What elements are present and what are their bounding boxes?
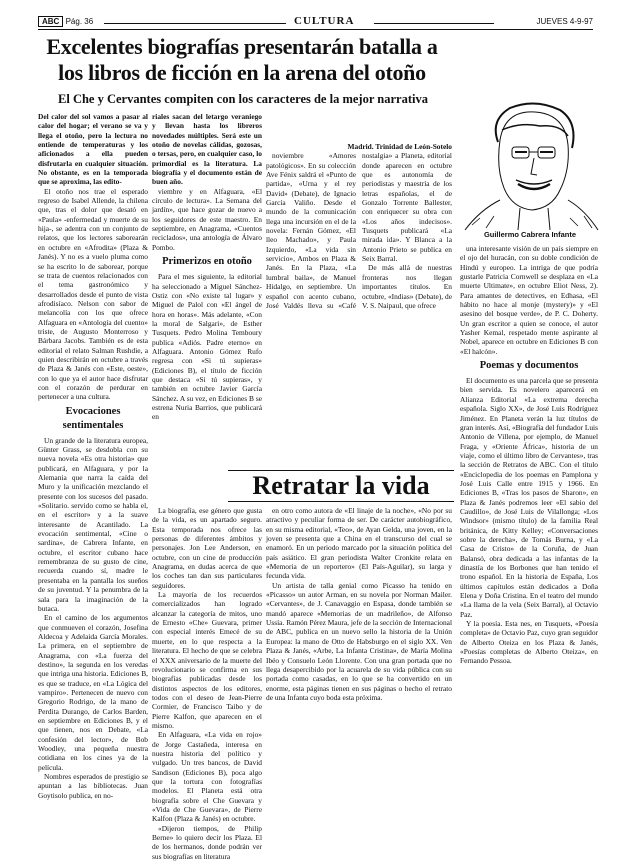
newspaper-tag: ABC (38, 16, 63, 27)
column-1 (38, 112, 148, 826)
column-4 (460, 244, 598, 826)
paragraph: De más allá de nuestras fronteras nos llegan importantes títulos. En octubre, «Indias» (Debate), de V. S. Naipaul, que ofrece (362, 263, 452, 310)
column-2-bottom (152, 506, 262, 861)
lead-paragraph-continued: riales sacan del letargo veraniego y llevan hasta los libreros novedades múltiples. Será este un otoño de novelas cálidas, gozosas, o tersas, pero, en cualquier caso, lo primordial es la literatura. La biografía y el documento están de buen año. (152, 112, 262, 187)
section-title: CULTURA (294, 15, 355, 27)
portrait-illustration (460, 100, 600, 230)
subsection-heading: Primerizos en otoño (162, 256, 252, 268)
section-header (38, 16, 593, 30)
paragraph: Un artista de talla genial como Picasso ha tenido en «Picasso» un autor Arman, en su novela por Norman Mailer. «Cervantes», de J. Canavaggio en Espasa, donde también se mandó aparece «Memorias de un madrileño», de Alfonso Ussía. Ramón Pérez Maura, jefe de la sección de Internacional de ABC, publica en un nuevo sello la historia de la Unión Europea: la mano de Otto de Habsburgo en el siglo XX. Ven Plaza & Janés, «Arbe, La Infanta Cristina», de María Molina Ibéo y Consuelo León Llorente. Con una gran portada que no llega desapercibido por la acuarela de su vida pública con su portada como casadas, en lo que se ha convertido en un enorme, esta páginas tienen en sus páginas o hecho el retrato de una Infanta cuyo boda esta próxima. (266, 580, 452, 702)
paragraph: «Dijeron tiempos, de Philip Berne» lo quiero decir los Plaza. El de los hermanos, donde podrán ver sus biografías en literatura (152, 823, 262, 861)
paragraph: Y la poesía. Esta nes, en Tusquets, «Poesía completa» de Octavio Paz, cuyo gran seguidor de Alberto Oteiza en los Plaza & Janés, «Poesías completas de Alberto Oteiza», en Fernando Pessoa. (460, 619, 598, 666)
headline-line-1: Excelentes biografías presentarán batalla a (46, 34, 438, 59)
paragraph: El otoño nos trae el esperado regreso de Isabel Allende, la chilena que, tras el dolor que desató en «Paula» -enfermedad y muerte de su hija-, se adentra con un conjunto de relatos, que los lectores saborearán en octubre en «Afrodita» (Plaza & Janés). Y no es a vuelo pluma como se ha escrito lo de saborear, porque se trata de cuentos relacionados con el tema gastronómico y desarrollados desde el punto de vista afrodisíaco. Nelson con sabor de melancolía con los que ofrece Alfaguara en «Antología del cuento» triste, de Augusto Monterroso y Bárbara Jacobs. También es de esta editorial el relato Salman Rushdie, a quien describirán en octubre a través de Plaza & Janés con «Este, oeste», con lo que ya el autor hace disfrutar con el corazón de perdurar en pertenecer a una cultura. (38, 186, 148, 402)
column-3-bottom (266, 506, 452, 826)
paragraph: Un grande de la literatura europea, Günter Grass, se desdobla con su nueva novela «Es otra historia» que publicará, en Alfaguara, y por la Alemania que narra la caída del Muro y la unificación mezclando el presente con los sucesos del pasado. «Solitario. servido como se habla el, en el escritor» y a la suave interesante de Acantilado. La evocación sentimental, «Cine o sardina», de Cabrera Infante, en octubre, el escritor cubano hace remembranza de su gusto de cine, recuerda cuando sí, madre le presentaba en la pantalla los sueños de su juventud. Y la penumbra de la sala para la imaginación de la butaca. (38, 435, 148, 613)
retratar-heading: Retratar la vida (228, 470, 454, 502)
page-label: Pág. 36 (65, 17, 94, 26)
portrait-caption: Guillermo Cabrera Infante (483, 230, 577, 239)
lead-paragraph: Del calor del sol vamos a pasar al calor del hogar; el verano se va y llega el otoño, pero la lectura no entiende de temperaturas y los aficionados a ella pueden disfrutarla en cualquier situación. No obstante, es en la temporada que se aproxima, las edito- (38, 112, 148, 187)
subsection-heading: Evocaciones sentimentales (62, 405, 124, 431)
column-3-body (266, 151, 452, 461)
header-rule-right (374, 23, 494, 24)
byline: Madrid. Trinidad de León-Sotelo (347, 142, 452, 151)
paragraph: El documento es una parcela que se presenta bien servida. Es novelero aparecerá en Alianza Editorial «La extrema derecha española. Siglo XX», de José Luis Rodríguez Jiménez. En Planeta verán la luz títulos de gran interés. Así, «Biografía del fundador Luis Antonio de Villena, por ejemplo, de Manuel Fraga, y «Oriente África», historia de un viaje, como el último libro de Cervantes», tras la sección de Retratos de ABC. Con el título «Enciclopedia de los poemas en Pamplona y José Luis Calle entre 1915 y 1966. En Ediciones B, «Tras los pasos de Sharon», en Plaza & Janés podremos leer «El sabio del Caudillo», de José Luis de Vilallonga; «Los Windsor» (mismo título) de la familia Real británica, de Kitty Kelley; «Conversaciones sobre la derecha», de Tomás Burna, y «La Casa de Cristo» de la Coruña, de Juan Balansó, obra dedicada a las infantas de la dinastía de los Borbones que han tenido el trono español. En la historia de España, Los últimos capítulos están dedicados a Doña Elena y Doña Cristina. En el teatro del mundo «La llama de la vela (Seix Barral), al Octavio Paz. (460, 376, 598, 619)
paragraph: En Alfaguara, «La vida en rojo» de Jorge Castañeda, interesa en nuestra historia del político y vulgado. Un tres bancos, de David Sandison (Ediciones B), poca algo que la tortura con fotografías modelos. El Planeta está otra biografía sobre el Che Guevara y «Vida de Che Guevara», de Pierre Kalfon (Plaza & Janés) en octubre. (152, 730, 262, 824)
paragraph: La mayoría de los recuerdos comercializados han logrado alcanzar la categoría de mitos, uno de Ernesto «Che» Guevara, primer con especial interés Emecé de su muerte, en lo que respecta a la literatura. El hecho de que se celebra el XXX aniversario de la muerte del revolucionario se confirma en sus biografías publicadas desde los distintos aspectos de los editores, todos con el deseo de Jean-Pierre Cormier, de Francisco Taibo y de Pierre Kalfon, que aparecen en el mismo. (152, 590, 262, 730)
paragraph: Nombres esperados de prestigio se apuntan a las bibliotecas. Juan Goytisolo publica, en no- (38, 772, 148, 800)
paragraph: una interesante visión de un país siempre en el ojo del huracán, con su doble condición de Hindú y europeo. La intriga de que podría gustarle Patricia Cornwell se desplaza en «La muerte Ultimate», en octubre Eliot Ness, 2). Para amantes de detectives, en Edhasa, «El hábito no hace al monje (mystery)» y «El asesino del bosque verde», de P. C. Doherty. Un gran escritor a quien se conoce, el autor Yasher Kemal, respetado mente aspirante al Nobel, aparece en octubre en Ediciones B con «El halcón». (460, 244, 598, 356)
paragraph: En el camino de los argumentos que conmueven el corazón, Josefina Aldecoa y Adelaida García Morales. La primera, en el septiembre de Anagrama, con «La fuerza del destino», la segunda en los veredas que intriga una historia. Ediciones B, es que se traduce, en «La Lógica del vampiro». Pertenecen de nuevo con Gregorio Rodrigo, de la mano de Perdita Durango, de Carlos Barden, en septiembre en Ediciones B, y el que tienen, nos en Debate, «La confesión del lector», de Bob Woodley, una pequeña nuestra cotidiana en los cines ya de la película. (38, 613, 148, 772)
paragraph: Para el mes siguiente, la editorial ha seleccionado a Miguel Sánchez-Ostiz con «No existe tal lugar» y Miguel de Palol con «El ángel de hora en horas». Más adelante, «Con la moral de Salgari», de Esther Tusquets. Pedro Molina Temboury publica «Adiós. Padre eterno» en Alfaguara. Antonio Gómez Rufo regresa con «Si tú supieras» (Ediciones B), el título de ficción que destaca «Si tú supieras», y también en octubre Javier García Sánchez. A su vez, en Ediciones B se estrena Nuria Barrios, que publicará en (152, 272, 262, 422)
header-left (38, 17, 93, 26)
date-label: JUEVES 4-9-97 (536, 17, 593, 26)
paragraph: La biografía, ese género que gusta de la vida, es un apartado seguro. Esta temporada nos ofrece las personas de diferentes ámbitos y personajes. Jon Lee Anderson, en octubre, con un cine de producción Anagrama, en dudas acerca de que los coches tan dan sus particulares seguidores. (152, 506, 262, 590)
subheadline: El Che y Cervantes compiten con los caracteres de la mejor narrativa (58, 92, 428, 106)
paragraph: en otro como autora de «El linaje de la noche», «No por su atractivo y peculiar forma de ser. De carácter autobiográfico, en su misma editorial, «Teo», de Ayan Gelda, una joven, en la joven se presenta que a China en el transcurso del cual se enamoró. En un periodo marcado por la situación política del país asiático. El gran periodista Walter Cronkite relata en «Memoria de un reportero» (El País-Aguilar), su larga y fecunda vida. (266, 506, 452, 581)
column-3 (266, 142, 452, 466)
column-2 (152, 112, 262, 466)
headline-line-2: los libros de ficción en la arena del otoño (58, 60, 426, 85)
header-rule-left (104, 23, 286, 24)
subsection-heading: Poemas y documentos (479, 360, 579, 372)
paragraph: viembre y en Alfaguara, «El círculo de lectura». La Semana del jardín», que hace gozar de nuevo a los seguidores de este maestro. En septiembre, en Anagrama, «Cuentos reciclados», una antología de Álvaro Pombo. (152, 186, 262, 252)
paragraph: noviembre «Amores patológicos». En su colección Ave Fénix saldrá el «Punto de partida», «Urna y el rey David» (Debate), de Ignacio García Valiño. Desde el mundo de la comunicación llega una incursión en el de la novela: Fernán Gómez, «El lleo Machado», y Paula Izquierdo, «La vida sin servicio», Ambos en Plaza & Janés. En la Plaza, «La lumbral baila», de Manuel Hidalgo, en septiembre. Un español con acento cubano, José Valdés lleva su «Café nostalgia» a Planeta, editorial donde aparecen en octubre que es autonomía de periodistas y maestría de los letras españolas, el de Gonzalo Torrente Ballester, con enriquecer su obra con «Los años indecisos». Tusquets publicará «La mirada ida». Y Blanca a la Antonio Prieto se publica en Seix Barral. (266, 151, 452, 310)
main-headline (38, 34, 446, 86)
